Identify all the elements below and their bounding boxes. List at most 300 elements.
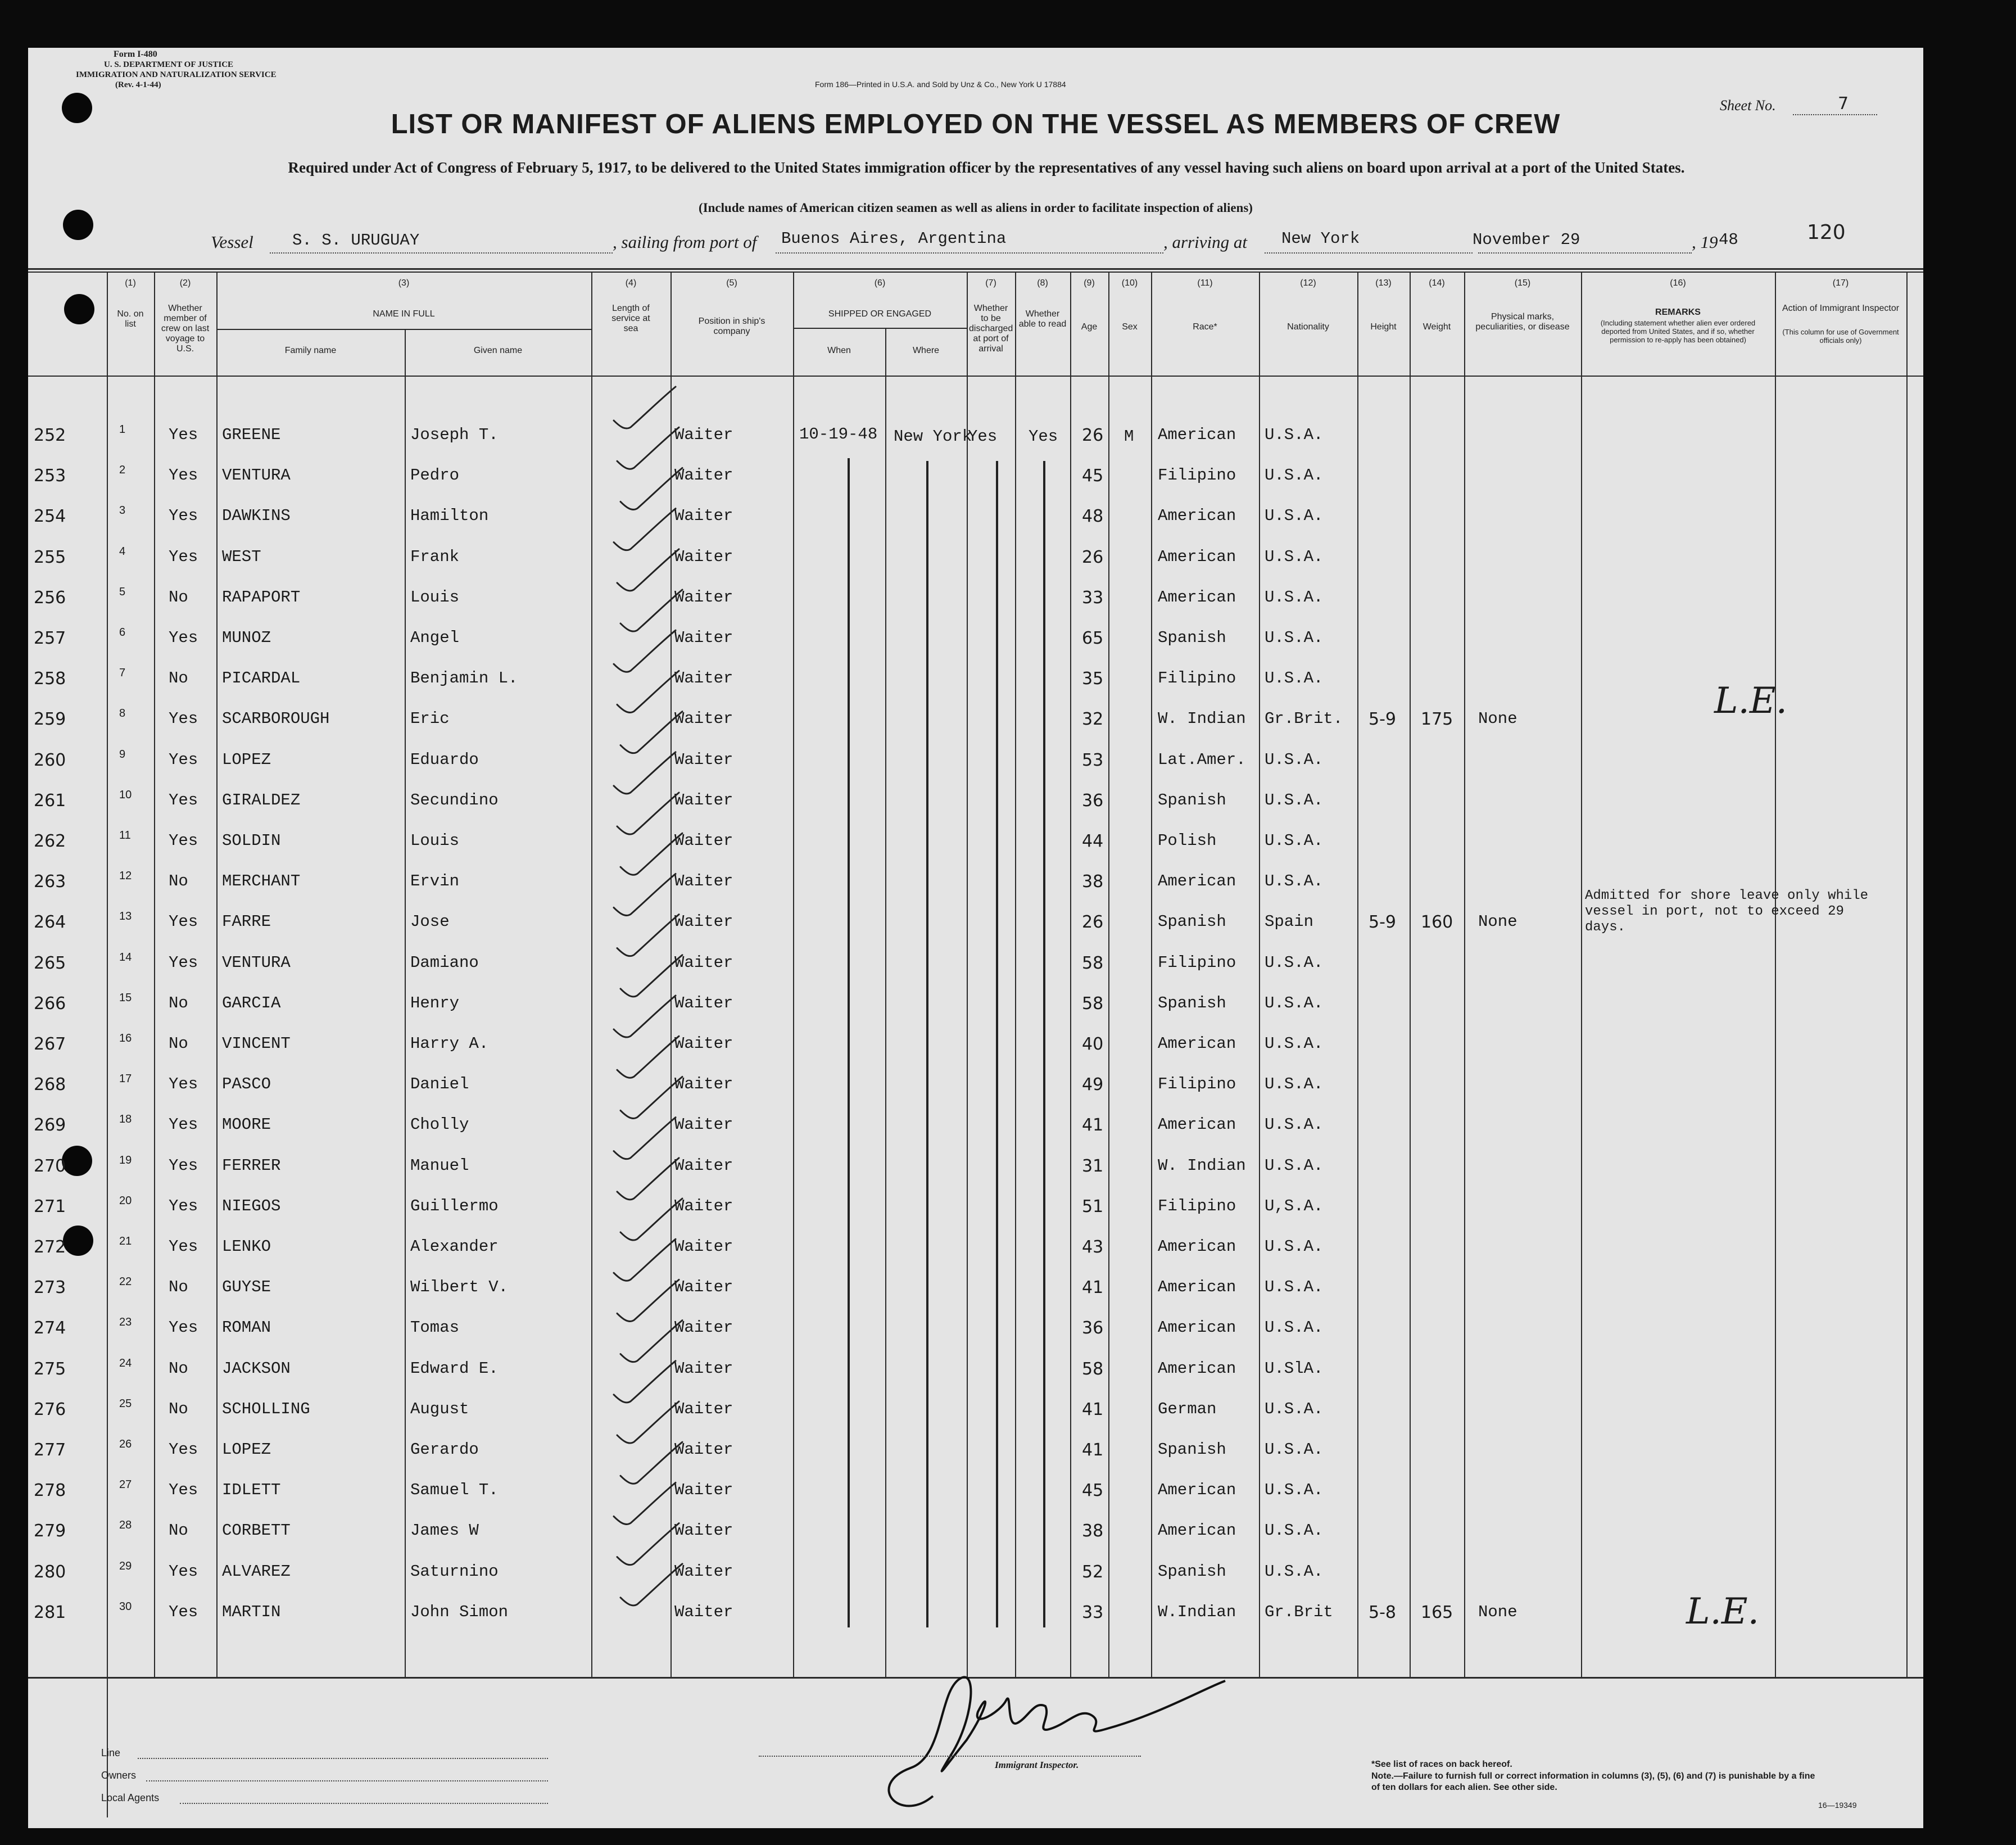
col-header-race: Race* bbox=[1193, 322, 1217, 332]
given-name: Saturnino bbox=[410, 1562, 499, 1581]
age: 33 bbox=[1082, 1602, 1104, 1622]
age: 58 bbox=[1082, 993, 1104, 1014]
age: 35 bbox=[1082, 669, 1104, 689]
service-checkmark bbox=[614, 874, 676, 915]
service-checkmark bbox=[620, 1564, 682, 1606]
service-checkmark bbox=[614, 1361, 676, 1403]
nationality: U.SlA. bbox=[1265, 1359, 1324, 1378]
position: Waiter bbox=[674, 1034, 733, 1053]
list-number: 23 bbox=[119, 1316, 132, 1329]
race: Filipino bbox=[1158, 1075, 1236, 1094]
last-voyage: No bbox=[169, 1359, 188, 1378]
position: Waiter bbox=[674, 709, 733, 729]
physical-marks: None bbox=[1478, 709, 1517, 729]
list-number: 16 bbox=[119, 1032, 132, 1044]
age: 36 bbox=[1082, 790, 1104, 811]
position: Waiter bbox=[674, 1521, 733, 1540]
col-num: (17) bbox=[1832, 278, 1849, 288]
sailing-port: Buenos Aires, Argentina bbox=[781, 229, 1007, 248]
line-number: 271 bbox=[34, 1196, 66, 1217]
position: Waiter bbox=[674, 993, 733, 1012]
list-number: 22 bbox=[119, 1276, 132, 1288]
last-voyage: No bbox=[169, 1399, 188, 1418]
given-name: Samuel T. bbox=[410, 1481, 499, 1500]
family-name: MERCHANT bbox=[222, 872, 301, 891]
service-checkmark bbox=[620, 590, 682, 631]
position: Waiter bbox=[674, 1481, 733, 1500]
fine-note bbox=[1371, 1771, 1821, 1793]
last-voyage: Yes bbox=[169, 1075, 198, 1094]
col-num: (11) bbox=[1197, 278, 1213, 288]
last-voyage: Yes bbox=[169, 426, 198, 444]
sheet-label: Sheet No. bbox=[1720, 97, 1776, 114]
col-header-shipped: SHIPPED OR ENGAGED bbox=[828, 309, 932, 319]
list-number: 2 bbox=[119, 464, 126, 477]
last-voyage: Yes bbox=[169, 1602, 198, 1621]
list-number: 25 bbox=[119, 1397, 132, 1410]
family-name: WEST bbox=[222, 547, 261, 566]
nationality: U.S.A. bbox=[1265, 426, 1324, 444]
service-checkmark bbox=[614, 630, 676, 672]
age: 41 bbox=[1082, 1115, 1104, 1136]
age: 52 bbox=[1082, 1562, 1104, 1582]
given-name: Edward E. bbox=[410, 1359, 499, 1378]
col-num: (5) bbox=[726, 278, 737, 288]
arrival-year: 48 bbox=[1719, 230, 1738, 249]
service-checkmark bbox=[614, 996, 676, 1037]
position: Waiter bbox=[674, 669, 733, 688]
race: American bbox=[1158, 872, 1236, 891]
family-name: GREENE bbox=[222, 426, 281, 444]
line-number: 265 bbox=[34, 953, 66, 973]
col-header-where: Where bbox=[912, 346, 940, 355]
nationality: U.S.A. bbox=[1265, 1521, 1324, 1540]
table-row bbox=[28, 1310, 1923, 1350]
line-number: 263 bbox=[34, 872, 66, 892]
form-code: 16—19349 bbox=[1818, 1801, 1857, 1810]
race: Spanish bbox=[1158, 912, 1226, 931]
last-voyage: No bbox=[169, 669, 188, 688]
col-num: (4) bbox=[625, 278, 637, 288]
table-row bbox=[28, 1554, 1923, 1594]
table-row bbox=[28, 824, 1923, 863]
given-name: James W bbox=[410, 1521, 479, 1540]
family-name: LOPEZ bbox=[222, 1440, 271, 1459]
line-number: 279 bbox=[34, 1521, 66, 1541]
last-voyage: Yes bbox=[169, 709, 198, 729]
race: American bbox=[1158, 426, 1236, 444]
line-number: 280 bbox=[34, 1562, 66, 1582]
line-number: 270 bbox=[34, 1156, 66, 1176]
nationality: U.S.A. bbox=[1265, 1318, 1324, 1337]
given-name: Harry A. bbox=[410, 1034, 489, 1053]
col-num: (16) bbox=[1670, 278, 1686, 288]
age: 41 bbox=[1082, 1399, 1104, 1419]
list-number: 10 bbox=[119, 788, 132, 801]
port-line bbox=[776, 252, 1163, 254]
read-value: Yes bbox=[1029, 427, 1058, 446]
service-checkmark bbox=[617, 1158, 679, 1200]
last-voyage: Yes bbox=[169, 1562, 198, 1581]
position: Waiter bbox=[674, 547, 733, 566]
nationality: U.S.A. bbox=[1265, 790, 1324, 810]
shipped-when: 10-19-48 bbox=[799, 425, 878, 444]
last-voyage: Yes bbox=[169, 1156, 198, 1175]
table-row bbox=[28, 1270, 1923, 1309]
given-name: Joseph T. bbox=[410, 426, 499, 444]
last-voyage: Yes bbox=[169, 1440, 198, 1459]
age: 45 bbox=[1082, 466, 1104, 486]
nationality: U.S.A. bbox=[1265, 1399, 1324, 1418]
age: 38 bbox=[1082, 872, 1104, 892]
nationality: U.S.A. bbox=[1265, 1440, 1324, 1459]
shore-leave-remark: Admitted for shore leave only while vessel in port, not to exceed 29 days. bbox=[1585, 888, 1869, 935]
position: Waiter bbox=[674, 831, 733, 850]
given-name: Tomas bbox=[410, 1318, 460, 1337]
service-checkmark bbox=[620, 1077, 682, 1118]
given-name: Louis bbox=[410, 831, 460, 850]
race: American bbox=[1158, 1359, 1236, 1378]
age: 33 bbox=[1082, 587, 1104, 608]
col-header-name: NAME IN FULL bbox=[373, 309, 435, 319]
race: Spanish bbox=[1158, 1440, 1226, 1459]
race: W. Indian bbox=[1158, 709, 1246, 729]
table-row bbox=[28, 580, 1923, 619]
table-row bbox=[28, 743, 1923, 782]
service-checkmark bbox=[617, 1279, 679, 1321]
age: 41 bbox=[1082, 1278, 1104, 1298]
service-checkmark bbox=[620, 833, 682, 875]
service-checkmark bbox=[614, 752, 676, 794]
col-num: (12) bbox=[1300, 278, 1316, 288]
height: 5-8 bbox=[1369, 1602, 1396, 1622]
table-top-rule-2 bbox=[28, 272, 1923, 273]
col-num: (13) bbox=[1375, 278, 1392, 288]
service-checkmark bbox=[614, 1118, 676, 1159]
table-row bbox=[28, 1392, 1923, 1431]
col-num: (7) bbox=[985, 278, 996, 288]
col-header-position: Position in ship's company bbox=[698, 316, 765, 336]
line-number: 266 bbox=[34, 993, 66, 1014]
family-name: VENTURA bbox=[222, 953, 291, 972]
line-number: 253 bbox=[34, 466, 66, 486]
service-checkmark bbox=[620, 955, 682, 997]
family-name: JACKSON bbox=[222, 1359, 291, 1378]
vessel-label: Vessel bbox=[211, 232, 253, 252]
note-label: Note. bbox=[1371, 1771, 1394, 1781]
given-name: Frank bbox=[410, 547, 460, 566]
inspector-signature bbox=[866, 1656, 1231, 1824]
age: 45 bbox=[1082, 1481, 1104, 1501]
family-name: FARRE bbox=[222, 912, 271, 931]
family-name: MUNOZ bbox=[222, 628, 271, 647]
given-name: Louis bbox=[410, 587, 460, 607]
list-number: 27 bbox=[119, 1478, 132, 1491]
position: Waiter bbox=[674, 1318, 733, 1337]
list-number: 3 bbox=[119, 504, 126, 517]
race: American bbox=[1158, 547, 1236, 566]
year-prefix: , 19 bbox=[1692, 232, 1718, 252]
note-text: —Failure to furnish full or correct information in columns (3), (5), (6) and (7) is punishable by a fine of ten dollars for each alien. See other side. bbox=[1371, 1771, 1815, 1792]
col-header-nationality: Nationality bbox=[1287, 322, 1329, 332]
local-agents-label: Local Agents bbox=[101, 1792, 160, 1803]
last-voyage: Yes bbox=[169, 790, 198, 810]
age: 58 bbox=[1082, 1359, 1104, 1379]
family-name: GARCIA bbox=[222, 993, 281, 1012]
sex-value: M bbox=[1124, 427, 1134, 446]
signature-line bbox=[759, 1756, 1141, 1757]
family-name: SCARBOROUGH bbox=[222, 709, 330, 729]
age: 26 bbox=[1082, 426, 1104, 445]
line-number: 264 bbox=[34, 912, 66, 933]
physical-marks: None bbox=[1478, 912, 1517, 931]
line-number: 259 bbox=[34, 709, 66, 730]
list-number: 24 bbox=[119, 1356, 132, 1369]
given-name: Damiano bbox=[410, 953, 479, 972]
col-num: (15) bbox=[1514, 278, 1531, 288]
local-agents-field bbox=[180, 1803, 548, 1804]
service-checkmark bbox=[617, 915, 679, 956]
given-name: Gerardo bbox=[410, 1440, 479, 1459]
nationality: U.S.A. bbox=[1265, 872, 1324, 891]
race: American bbox=[1158, 507, 1236, 526]
nationality: U.S.A. bbox=[1265, 669, 1324, 688]
line-number: 275 bbox=[34, 1359, 66, 1379]
weight: 165 bbox=[1421, 1602, 1453, 1622]
given-name: Benjamin L. bbox=[410, 669, 518, 688]
family-name: SOLDIN bbox=[222, 831, 281, 850]
line-number: 262 bbox=[34, 831, 66, 851]
sailing-label: , sailing from port of bbox=[613, 232, 757, 252]
service-checkmark bbox=[617, 793, 679, 834]
date-line bbox=[1478, 252, 1692, 254]
family-name: DAWKINS bbox=[222, 507, 291, 526]
inspector-caption: Immigrant Inspector. bbox=[995, 1760, 1079, 1770]
list-number: 7 bbox=[119, 667, 126, 680]
line-number: 257 bbox=[34, 628, 66, 648]
table-row bbox=[28, 661, 1923, 700]
col-num: (10) bbox=[1121, 278, 1138, 288]
list-number: 17 bbox=[119, 1073, 132, 1086]
table-row bbox=[28, 1067, 1923, 1106]
family-name: VINCENT bbox=[222, 1034, 291, 1053]
service-checkmark bbox=[620, 1199, 682, 1240]
position: Waiter bbox=[674, 1440, 733, 1459]
last-voyage: Yes bbox=[169, 1481, 198, 1500]
given-name: Hamilton bbox=[410, 507, 489, 526]
service-checkmark bbox=[614, 509, 676, 550]
list-number: 20 bbox=[119, 1194, 132, 1207]
given-name: Pedro bbox=[410, 466, 460, 485]
table-row bbox=[28, 1513, 1923, 1553]
family-name: PASCO bbox=[222, 1075, 271, 1094]
height: 5-9 bbox=[1369, 709, 1396, 730]
last-voyage: Yes bbox=[169, 628, 198, 647]
col-num: (9) bbox=[1084, 278, 1095, 288]
arriving-line bbox=[1265, 252, 1473, 254]
line-number: 278 bbox=[34, 1481, 66, 1501]
list-number: 4 bbox=[119, 545, 126, 558]
race: W. Indian bbox=[1158, 1156, 1246, 1175]
list-number: 21 bbox=[119, 1235, 132, 1247]
nationality: Gr.Brit bbox=[1265, 1602, 1333, 1621]
table-row bbox=[28, 1595, 1923, 1634]
race: Polish bbox=[1158, 831, 1217, 850]
position: Waiter bbox=[674, 1602, 733, 1621]
family-name: SCHOLLING bbox=[222, 1399, 310, 1418]
family-name: ALVAREZ bbox=[222, 1562, 291, 1581]
col-num: (1) bbox=[125, 278, 136, 288]
family-name: LENKO bbox=[222, 1237, 271, 1256]
nationality: U.S.A. bbox=[1265, 547, 1324, 566]
age: 49 bbox=[1082, 1075, 1104, 1095]
form-revision: (Rev. 4-1-44) bbox=[115, 80, 161, 89]
col-header-service: Length of service at sea bbox=[611, 304, 650, 333]
arrival-date: November 29 bbox=[1473, 230, 1580, 249]
last-voyage: Yes bbox=[169, 547, 198, 566]
line-number: 252 bbox=[34, 426, 66, 445]
ditto-line bbox=[926, 461, 928, 1627]
service-checkmark bbox=[620, 1321, 682, 1362]
list-number: 12 bbox=[119, 870, 132, 883]
given-name: Alexander bbox=[410, 1237, 499, 1256]
line-number: 269 bbox=[34, 1115, 66, 1136]
col-header-height: Height bbox=[1370, 322, 1397, 332]
table-row bbox=[28, 540, 1923, 579]
list-number: 26 bbox=[119, 1438, 132, 1450]
last-voyage: Yes bbox=[169, 1115, 198, 1134]
service-checkmark bbox=[620, 712, 682, 753]
service-checkmark bbox=[614, 387, 676, 428]
line-number: 254 bbox=[34, 507, 66, 527]
printer-line: Form 186—Printed in U.S.A. and Sold by Unz & Co., New York U 17884 bbox=[815, 80, 1066, 89]
position: Waiter bbox=[674, 1075, 733, 1094]
line-number: 261 bbox=[34, 790, 66, 811]
table-row bbox=[28, 946, 1923, 985]
list-number: 15 bbox=[119, 991, 132, 1004]
family-name: MARTIN bbox=[222, 1602, 281, 1621]
line-number: 256 bbox=[34, 587, 66, 608]
line-number: 276 bbox=[34, 1399, 66, 1419]
service-name: IMMIGRATION AND NATURALIZATION SERVICE bbox=[76, 70, 277, 79]
race: Spanish bbox=[1158, 1562, 1226, 1581]
last-voyage: Yes bbox=[169, 466, 198, 485]
family-name: FERRER bbox=[222, 1156, 281, 1175]
last-voyage: No bbox=[169, 1034, 188, 1053]
line-number: 281 bbox=[34, 1602, 66, 1622]
position: Waiter bbox=[674, 750, 733, 769]
age: 44 bbox=[1082, 831, 1104, 851]
nationality: U.S.A. bbox=[1265, 1278, 1324, 1297]
given-name: Cholly bbox=[410, 1115, 469, 1134]
nationality: Gr.Brit. bbox=[1265, 709, 1343, 729]
race: German bbox=[1158, 1399, 1217, 1418]
age: 48 bbox=[1082, 507, 1104, 527]
position: Waiter bbox=[674, 790, 733, 810]
family-name: NIEGOS bbox=[222, 1196, 281, 1215]
service-checkmark bbox=[620, 468, 682, 509]
table-row bbox=[28, 1189, 1923, 1228]
age: 40 bbox=[1082, 1034, 1104, 1054]
list-number: 11 bbox=[119, 829, 131, 842]
table-row bbox=[28, 1473, 1923, 1512]
line-number: 274 bbox=[34, 1318, 66, 1338]
list-number: 1 bbox=[119, 423, 126, 436]
col-num: (2) bbox=[179, 278, 191, 288]
given-name: Jose bbox=[410, 912, 450, 931]
race: American bbox=[1158, 1034, 1236, 1053]
age: 32 bbox=[1082, 709, 1104, 730]
last-voyage: Yes bbox=[169, 1196, 198, 1215]
last-voyage: No bbox=[169, 1278, 188, 1297]
position: Waiter bbox=[674, 1278, 733, 1297]
family-name: ROMAN bbox=[222, 1318, 271, 1337]
list-number: 6 bbox=[119, 626, 126, 639]
list-number: 29 bbox=[119, 1559, 132, 1572]
race: American bbox=[1158, 1237, 1236, 1256]
col-header-action-note: (This column for use of Government officials only) bbox=[1782, 328, 1899, 345]
ditto-line bbox=[848, 458, 850, 1627]
age: 65 bbox=[1082, 628, 1104, 648]
ditto-line bbox=[996, 461, 998, 1627]
col-header-weight: Weight bbox=[1422, 322, 1451, 332]
table-row bbox=[28, 783, 1923, 822]
line-number: 272 bbox=[34, 1237, 66, 1257]
line-number: 267 bbox=[34, 1034, 66, 1054]
punch-hole bbox=[64, 294, 94, 324]
age: 53 bbox=[1082, 750, 1104, 770]
nationality: U.S.A. bbox=[1265, 1115, 1324, 1134]
race: American bbox=[1158, 587, 1236, 607]
weight: 175 bbox=[1421, 709, 1453, 730]
list-number: 19 bbox=[119, 1154, 132, 1166]
family-name: VENTURA bbox=[222, 466, 291, 485]
race: American bbox=[1158, 1278, 1236, 1297]
page-title: LIST OR MANIFEST OF ALIENS EMPLOYED ON THE VESSEL AS MEMBERS OF CREW bbox=[391, 109, 1561, 139]
col-num: (8) bbox=[1037, 278, 1048, 288]
position: Waiter bbox=[674, 1196, 733, 1215]
race: Filipino bbox=[1158, 669, 1236, 688]
nationality: U.S.A. bbox=[1265, 1481, 1324, 1500]
nationality: U.S.A. bbox=[1265, 1075, 1324, 1094]
line-number: 258 bbox=[34, 669, 66, 689]
form-number: Form I-480 bbox=[114, 49, 157, 59]
given-name: Manuel bbox=[410, 1156, 469, 1175]
header-bottom-rule bbox=[28, 376, 1923, 377]
position: Waiter bbox=[674, 1237, 733, 1256]
race: Filipino bbox=[1158, 466, 1236, 485]
table-row bbox=[28, 1107, 1923, 1147]
given-name: Eric bbox=[410, 709, 450, 729]
age: 43 bbox=[1082, 1237, 1104, 1257]
last-voyage: No bbox=[169, 587, 188, 607]
col-num: (6) bbox=[874, 278, 886, 288]
table-row bbox=[28, 621, 1923, 660]
list-number: 8 bbox=[119, 707, 126, 720]
family-name: CORBETT bbox=[222, 1521, 291, 1540]
age: 26 bbox=[1082, 912, 1104, 933]
sheet-number: 7 bbox=[1838, 94, 1849, 114]
col-header-family: Family name bbox=[284, 346, 337, 355]
service-checkmark bbox=[617, 671, 679, 712]
family-name: IDLETT bbox=[222, 1481, 281, 1500]
last-voyage: No bbox=[169, 872, 188, 891]
nationality: U.S.A. bbox=[1265, 993, 1324, 1012]
nationality: U.S.A. bbox=[1265, 466, 1324, 485]
nationality: U.S.A. bbox=[1265, 750, 1324, 769]
col-num: (3) bbox=[398, 278, 410, 288]
physical-marks: None bbox=[1478, 1602, 1517, 1621]
